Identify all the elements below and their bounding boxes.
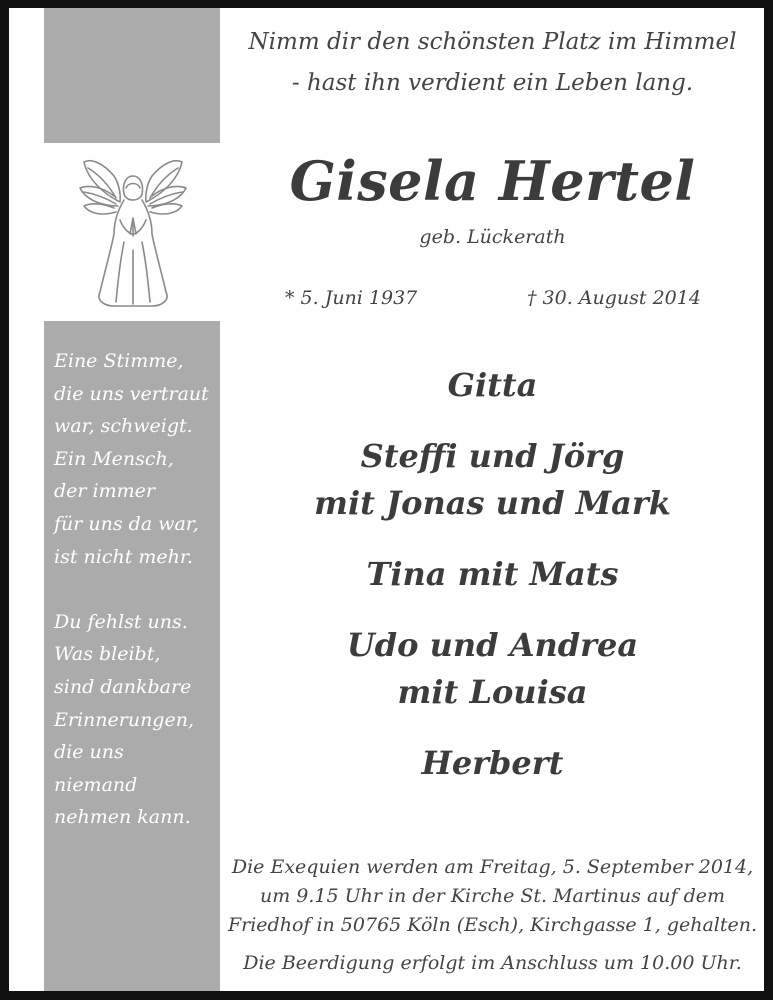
poem-line: Erinnerungen, [54, 708, 194, 731]
poem-line: Du fehlst uns. [54, 610, 188, 633]
mourner-line: Herbert [421, 744, 564, 782]
poem-line: ist nicht mehr. [54, 545, 193, 568]
decorative-gray-block-top [44, 8, 220, 143]
poem-line: nehmen kann. [54, 806, 191, 829]
mourners-list [220, 362, 765, 811]
service-line: um 9.15 Uhr in der Kirche St. Martinus auf dem [259, 885, 726, 907]
poem-line: Ein Mensch, [54, 447, 174, 470]
mourner-line: mit Louisa [397, 673, 588, 711]
mourner-group [220, 622, 765, 716]
motto [220, 22, 765, 104]
mourner-line: Steffi und Jörg [360, 437, 625, 475]
poem-line: die uns [54, 741, 124, 764]
service-line: Die Exequien werden am Freitag, 5. September 2014, [231, 856, 754, 878]
poem-line: die uns vertraut [54, 382, 209, 405]
death-date: † 30. August 2014 [527, 287, 701, 309]
stanza-gap [54, 573, 216, 606]
poem-line: der immer [54, 480, 155, 503]
mourner-group [220, 551, 765, 598]
mourner-line: Tina mit Mats [366, 555, 619, 593]
birth-date: * 5. Juni 1937 [285, 287, 418, 309]
maiden-name: geb. Lückerath [419, 226, 566, 248]
poem-line: Eine Stimme, [54, 350, 184, 372]
deceased-name: Gisela Hertel [289, 149, 696, 213]
burial-notice: Die Beerdigung erfolgt im Anschluss um 10.00 Uhr. [243, 952, 742, 974]
mourner-group [220, 433, 765, 527]
motto-line: Nimm dir den schönsten Platz im Himmel [248, 29, 737, 55]
mourner-group [220, 362, 765, 409]
praying-angel-icon [74, 150, 192, 310]
poem-line: war, schweigt. [54, 415, 193, 438]
mourner-group [220, 740, 765, 787]
mourner-line: Udo und Andrea [346, 626, 639, 664]
motto-line: - hast ihn verdient ein Leben lang. [291, 70, 694, 96]
service-line: Friedhof in 50765 Köln (Esch), Kirchgasse 1, gehalten. [227, 914, 758, 936]
mourner-line: mit Jonas und Mark [314, 484, 671, 522]
memorial-poem [54, 345, 216, 834]
poem-line: sind dankbare [54, 675, 192, 698]
service-notice [220, 853, 765, 940]
poem-line: für uns da war, [54, 512, 199, 535]
mourner-line: Gitta [447, 366, 538, 404]
poem-line: niemand [54, 773, 138, 796]
poem-line: Was bleibt, [54, 643, 161, 666]
